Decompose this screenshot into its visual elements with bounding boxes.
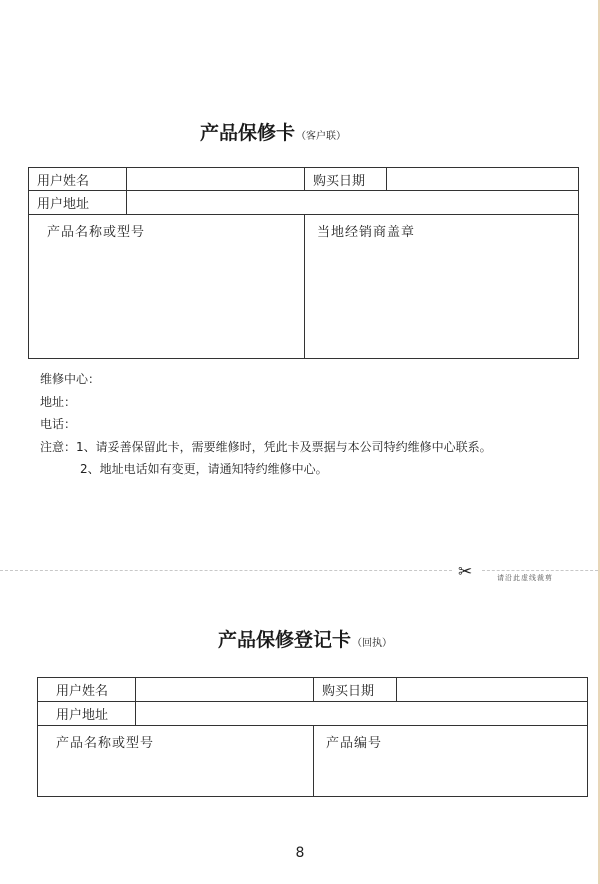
cut-hint: 请沿此虚线裁剪 [497,574,553,582]
purchase-date-field[interactable] [387,168,578,190]
page-number: 8 [295,845,305,861]
reg-user-name-label: 用户姓名 [38,678,136,701]
reg-product-row [38,726,587,796]
reg-product-number-cell[interactable]: 产品编号 [326,736,383,751]
reg-user-name-field[interactable] [136,678,314,701]
note-2: 2、地址电话如有变更，请通知特约维修中心。 [80,462,328,476]
user-name-row [29,168,578,191]
reg-purchase-date-field[interactable] [397,678,587,701]
reg-user-address-label: 用户地址 [38,702,136,725]
customer-card-table [28,167,579,359]
reg-purchase-date-label: 购买日期 [314,678,397,701]
cut-line [0,570,452,571]
user-address-field[interactable] [127,191,578,214]
customer-card-title [200,118,346,145]
user-name-field[interactable] [127,168,305,190]
customer-card-subtitle: （客户联） [296,131,347,142]
note-1: 注意：1、请妥善保留此卡，需要维修时，凭此卡及票据与本公司特约维修中心联系。 [40,439,492,454]
reg-product-model-cell[interactable]: 产品名称或型号 [38,726,314,796]
registration-card-title-text: 产品保修登记卡 [218,629,352,651]
dealer-stamp-cell[interactable]: 当地经销商盖章 [317,225,416,240]
service-center-line: 维修中心： [40,372,101,386]
registration-card-subtitle: （回执） [352,638,393,649]
cut-line-right [482,570,598,571]
user-address-row [29,191,578,215]
scissors-icon: ✂ [458,562,473,582]
registration-card-title [218,625,392,652]
product-dealer-row [29,215,578,358]
purchase-date-label: 购买日期 [305,168,387,190]
customer-card-notes [40,368,492,481]
registration-card-table [37,677,588,797]
reg-user-address-row [38,702,587,726]
customer-card-title-text: 产品保修卡 [200,122,296,144]
product-model-cell[interactable]: 产品名称或型号 [29,215,305,358]
address-line: 地址： [40,394,77,409]
reg-user-name-row [38,678,587,702]
reg-user-address-field[interactable] [136,702,587,725]
phone-line: 电话： [40,417,77,431]
user-name-label: 用户姓名 [29,168,127,190]
user-address-label: 用户地址 [29,191,127,214]
